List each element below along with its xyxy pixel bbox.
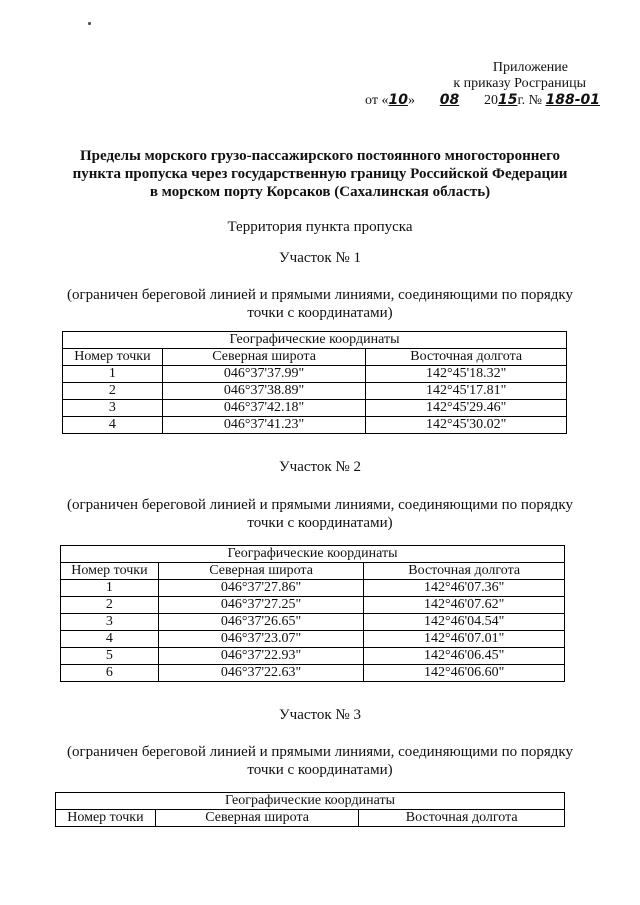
coordinates-table-3 [55, 792, 565, 827]
table-header-lon: Восточная долгота [359, 810, 565, 827]
table-row: 4 046°37'23.07" 142°46'07.01" [61, 631, 565, 648]
coordinates-table-2 [60, 545, 565, 682]
table-header-lon: Восточная долгота [366, 349, 567, 366]
coordinates-table-1 [62, 331, 567, 434]
table-header-geo: Географические координаты [56, 793, 565, 810]
table-row: 6 046°37'22.63" 142°46'06.60" [61, 665, 565, 682]
handwritten-number: 188-01 [545, 92, 600, 108]
table-row: 1 046°37'37.99" 142°45'18.32" [63, 366, 567, 383]
section-note: (ограничен береговой линией и прямыми линиями, соединяющими по порядку точки с координатами) [66, 744, 573, 778]
section-note: (ограничен береговой линией и прямыми линиями, соединяющими по порядку точки с координатами) [66, 497, 573, 531]
document-title: Пределы морского грузо-пассажирского постоянного многостороннего пункта пропуска через государственную границу Российской Федерации в морском порту Корсаков (Сахалинская область) [72, 148, 568, 200]
table-header-lat: Северная широта [155, 810, 359, 827]
table-header-lon: Восточная долгота [364, 563, 565, 580]
section-heading: Участок № 2 [279, 459, 361, 475]
table-header-point: Номер точки [63, 349, 163, 366]
table-row: 2 046°37'27.25" 142°46'07.62" [61, 597, 565, 614]
table-row: 1 046°37'27.86" 142°46'07.36" [61, 580, 565, 597]
handwritten-month: 08 [439, 92, 460, 108]
table-header-lat: Северная широта [158, 563, 364, 580]
handwritten-year: 15 [497, 92, 518, 108]
table-header-geo: Географические координаты [63, 332, 567, 349]
table-header-geo: Географические координаты [61, 546, 565, 563]
section-heading: Участок № 3 [279, 707, 361, 723]
handwritten-day: 10 [388, 92, 408, 108]
appendix-title: Приложение [492, 60, 568, 75]
territory-heading: Территория пункта пропуска [227, 219, 413, 235]
table-header-point: Номер точки [56, 810, 156, 827]
appendix-date-line: от «10» 08 2015г. № 188-01 [365, 92, 600, 108]
table-header-point: Номер точки [61, 563, 159, 580]
appendix-order-ref: к приказу Росграницы [453, 76, 586, 91]
section-heading: Участок № 1 [279, 250, 361, 266]
table-header-lat: Северная широта [162, 349, 366, 366]
table-row: 3 046°37'26.65" 142°46'04.54" [61, 614, 565, 631]
scan-speck [88, 22, 91, 25]
section-note: (ограничен береговой линией и прямыми линиями, соединяющими по порядку точки с координатами) [66, 287, 573, 321]
table-row: 4 046°37'41.23" 142°45'30.02" [63, 417, 567, 434]
table-row: 5 046°37'22.93" 142°46'06.45" [61, 648, 565, 665]
table-row: 3 046°37'42.18" 142°45'29.46" [63, 400, 567, 417]
appendix-block [360, 60, 600, 109]
table-row: 2 046°37'38.89" 142°45'17.81" [63, 383, 567, 400]
